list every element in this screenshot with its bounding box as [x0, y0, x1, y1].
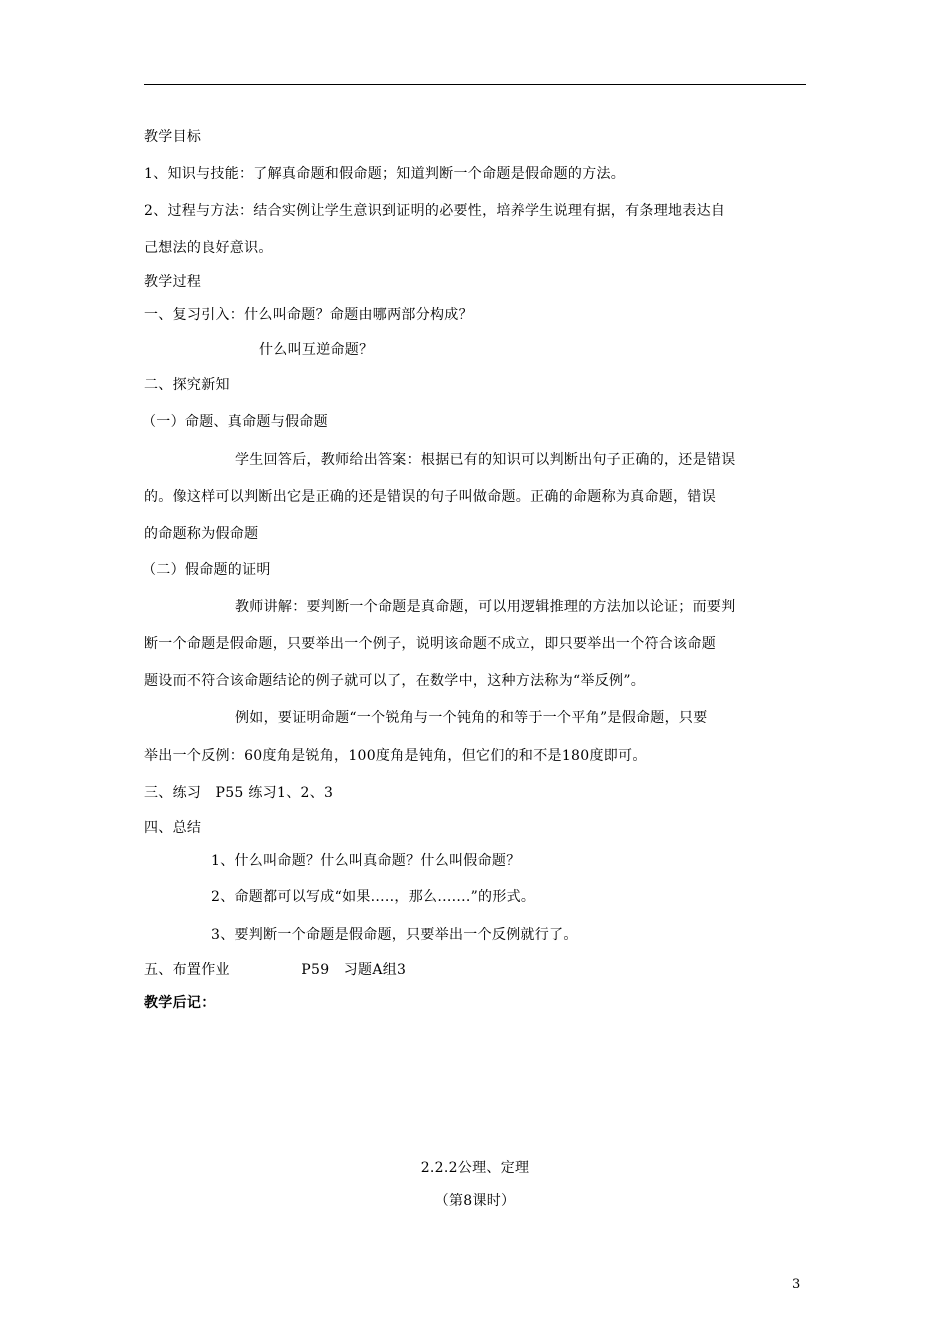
objective-2-cont: 己想法的良好意识。	[144, 240, 273, 256]
summary-item-3: 3、要判断一个命题是假命题，只要举出一个反例就行了。	[211, 927, 578, 943]
subsection-1: （一）命题、真命题与假命题	[142, 414, 328, 430]
section-title: 2.2.2公理、定理	[420, 1160, 530, 1176]
step-1-question: 什么叫互逆命题？	[259, 342, 374, 358]
paragraph-1-line-2: 的。像这样可以判断出它是正确的还是错误的句子叫做命题。正确的命题称为真命题，错误	[144, 489, 716, 505]
heading-objectives: 教学目标	[144, 129, 202, 145]
step-1-review: 一、复习引入：什么叫命题？命题由哪两部分构成？	[144, 307, 473, 323]
step-3-practice: 三、练习 P55 练习1、2、3	[144, 785, 334, 801]
heading-process: 教学过程	[144, 274, 202, 290]
paragraph-2-line-2: 断一个命题是假命题，只要举出一个例子，说明该命题不成立，即只要举出一个符合该命题	[144, 636, 716, 652]
header-rule	[144, 84, 806, 85]
section-subtitle: （第8课时）	[434, 1193, 516, 1209]
summary-item-1: 1、什么叫命题？什么叫真命题？什么叫假命题？	[211, 853, 521, 869]
paragraph-3-line-1: 例如，要证明命题“一个锐角与一个钝角的和等于一个平角”是假命题，只要	[235, 710, 708, 726]
summary-item-2: 2、命题都可以写成“如果.....，那么.......”的形式。	[211, 889, 536, 905]
paragraph-3-line-2: 举出一个反例：60度角是锐角，100度角是钝角，但它们的和不是180度即可。	[144, 748, 647, 764]
step-4-summary: 四、总结	[144, 820, 202, 836]
paragraph-2-line-3: 题设而不符合该命题结论的例子就可以了，在数学中，这种方法称为“举反例”。	[144, 673, 646, 689]
objective-1: 1、知识与技能：了解真命题和假命题；知道判断一个命题是假命题的方法。	[144, 166, 626, 182]
objective-2: 2、过程与方法：结合实例让学生意识到证明的必要性，培养学生说理有据，有条理地表达自	[144, 203, 726, 219]
subsection-2: （二）假命题的证明	[142, 562, 271, 578]
paragraph-1-line-1: 学生回答后，教师给出答案：根据已有的知识可以判断出句子正确的，还是错误	[235, 452, 736, 468]
paragraph-2-line-1: 教师讲解：要判断一个命题是真命题，可以用逻辑推理的方法加以论证；而要判	[235, 599, 736, 615]
page-number: 3	[792, 1277, 801, 1292]
step-2-explore: 二、探究新知	[144, 377, 230, 393]
teaching-notes-label: 教学后记：	[144, 995, 216, 1011]
paragraph-1-line-3: 的命题称为假命题	[144, 526, 259, 542]
step-5-homework: 五、布置作业 P59 习题A组3	[144, 962, 407, 978]
